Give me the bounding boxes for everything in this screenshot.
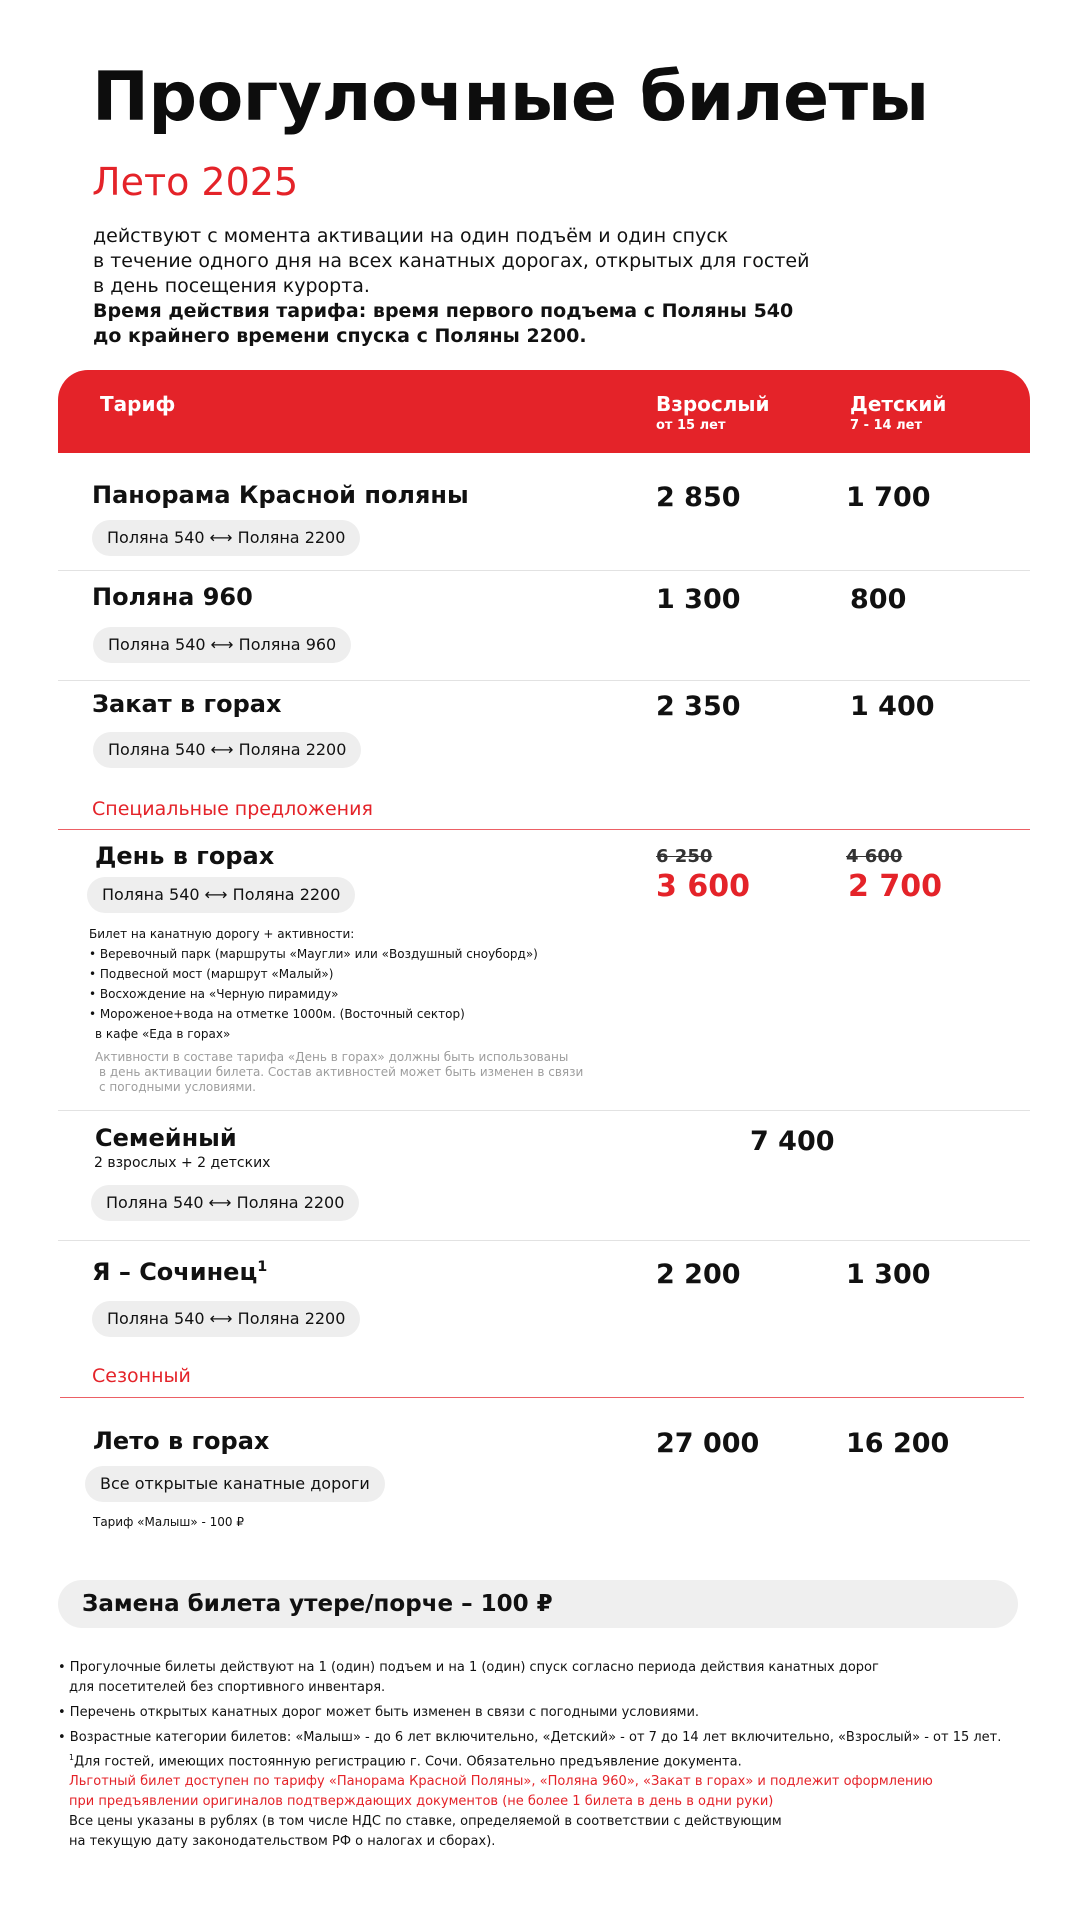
col-adult: Взрослый xyxy=(656,392,770,416)
price-child: 16 200 xyxy=(846,1428,950,1459)
col-adult-sub: от 15 лет xyxy=(656,418,726,433)
price-child: 800 xyxy=(850,584,907,615)
page-subtitle: Лето 2025 xyxy=(92,160,299,204)
col-child-sub: 7 - 14 лет xyxy=(850,418,922,433)
tariff-subtitle: 2 взрослых + 2 детских xyxy=(94,1155,271,1171)
row-divider xyxy=(58,1240,1030,1241)
section-divider xyxy=(60,1397,1024,1398)
col-tariff: Тариф xyxy=(100,392,176,416)
footer-line xyxy=(58,1748,1001,1772)
activity-line: • Мороженое+вода на отметке 1000м. (Восточный сектор) xyxy=(89,1007,465,1021)
tariff-name: День в горах xyxy=(95,842,275,870)
footer-line: • Прогулочные билеты действуют на 1 (один) подъем и на 1 (один) спуск согласно периода действия канатных дорог xyxy=(58,1660,879,1675)
activity-line: • Подвесной мост (маршрут «Малый») xyxy=(89,967,334,981)
footer-line-text: Для гостей, имеющих постоянную регистрацию г. Сочи. Обязательно предъявление документа. xyxy=(73,1754,742,1770)
price-adult: 27 000 xyxy=(656,1428,760,1459)
page-title: Прогулочные билеты xyxy=(92,58,929,137)
intro-line: в течение одного дня на всех канатных дорогах, открытых для гостей xyxy=(93,250,810,272)
activities-note xyxy=(95,1050,583,1095)
activity-line: • Восхождение на «Черную пирамиду» xyxy=(89,987,339,1001)
note-line: в день активации билета. Состав активностей может быть изменен в связи xyxy=(99,1065,584,1079)
row-divider xyxy=(58,1110,1030,1111)
price-child-old: 4 600 xyxy=(846,846,903,867)
price-child: 1 700 xyxy=(846,482,931,513)
footer-line: • Возрастные категории билетов: «Малыш» - до 6 лет включительно, «Детский» - от 7 до 14 лет включительно, «Взрослый» - от 15 лет. xyxy=(58,1730,1002,1745)
activity-line: Билет на канатную дорогу + активности: xyxy=(89,927,355,941)
price-adult: 1 300 xyxy=(656,584,741,615)
tariff-name: Лето в горах xyxy=(93,1427,270,1455)
route-pill: Все открытые канатные дороги xyxy=(85,1466,385,1502)
seasonal-note: Тариф «Малыш» - 100 ₽ xyxy=(93,1515,245,1529)
section-special: Специальные предложения xyxy=(92,798,373,820)
price-child-new: 2 700 xyxy=(848,869,942,904)
intro-line-bold: до крайнего времени спуска с Поляны 2200. xyxy=(93,325,587,347)
price-adult: 2 350 xyxy=(656,691,741,722)
route-pill: Поляна 540 ⟷ Поляна 2200 xyxy=(92,520,360,556)
price-family: 7 400 xyxy=(750,1126,835,1157)
activities-list xyxy=(89,924,538,1044)
footnote-mark: 1 xyxy=(69,1753,74,1762)
route-pill: Поляна 540 ⟷ Поляна 2200 xyxy=(91,1185,359,1221)
price-adult: 2 200 xyxy=(656,1259,741,1290)
footer-line-red: Льготный билет доступен по тарифу «Панорама Красной Поляны», «Поляна 960», «Закат в горах» и подлежит оформлению xyxy=(69,1774,933,1790)
footer-line: • Перечень открытых канатных дорог может быть изменен в связи с погодными условиями. xyxy=(58,1705,700,1720)
intro-line: действуют с момента активации на один подъём и один спуск xyxy=(93,225,729,247)
price-adult-new: 3 600 xyxy=(656,869,750,904)
row-divider xyxy=(58,680,1030,681)
intro-line: в день посещения курорта. xyxy=(93,275,370,297)
route-pill: Поляна 540 ⟷ Поляна 2200 xyxy=(87,877,355,913)
table-header xyxy=(58,370,1030,453)
footnote-mark: 1 xyxy=(257,1259,268,1275)
tariff-name: Семейный xyxy=(95,1124,237,1152)
section-divider xyxy=(58,829,1030,830)
intro-text xyxy=(93,224,993,349)
replacement-banner: Замена билета утере/порче – 100 ₽ xyxy=(58,1580,1018,1628)
footer-line-red: при предъявлении оригиналов подтверждающих документов (не более 1 билета в день в одни руки) xyxy=(69,1794,774,1810)
price-child: 1 300 xyxy=(846,1259,931,1290)
footer-notes xyxy=(58,1658,1001,1852)
col-child: Детский xyxy=(850,392,947,416)
footer-line: для посетителей без спортивного инвентаря. xyxy=(69,1680,386,1695)
activity-line: • Веревочный парк (маршруты «Маугли» или «Воздушный сноуборд») xyxy=(89,947,538,961)
note-line: Активности в составе тарифа «День в горах» должны быть использованы xyxy=(95,1050,569,1064)
tariff-name: Панорама Красной поляны xyxy=(92,481,469,509)
tariff-name-text: Я – Сочинец xyxy=(92,1258,258,1286)
tariff-name: Закат в горах xyxy=(92,690,282,718)
footer-line: Все цены указаны в рублях (в том числе НДС по ставке, определяемой в соответствии с действующим xyxy=(69,1814,782,1830)
tariff-name: Поляна 960 xyxy=(92,583,253,611)
row-divider xyxy=(58,570,1030,571)
route-pill: Поляна 540 ⟷ Поляна 960 xyxy=(93,627,351,663)
intro-line-bold: Время действия тарифа: время первого подъема с Поляны 540 xyxy=(93,300,794,322)
footer-line: на текущую дату законодательством РФ о налогах и сборах). xyxy=(69,1834,496,1850)
route-pill: Поляна 540 ⟷ Поляна 2200 xyxy=(92,1301,360,1337)
price-adult-old: 6 250 xyxy=(656,846,713,867)
price-adult: 2 850 xyxy=(656,482,741,513)
route-pill: Поляна 540 ⟷ Поляна 2200 xyxy=(93,732,361,768)
activity-line: в кафе «Еда в горах» xyxy=(95,1027,231,1041)
section-seasonal: Сезонный xyxy=(92,1365,191,1387)
tariff-name xyxy=(92,1258,267,1286)
price-child: 1 400 xyxy=(850,691,935,722)
note-line: с погодными условиями. xyxy=(99,1080,256,1094)
